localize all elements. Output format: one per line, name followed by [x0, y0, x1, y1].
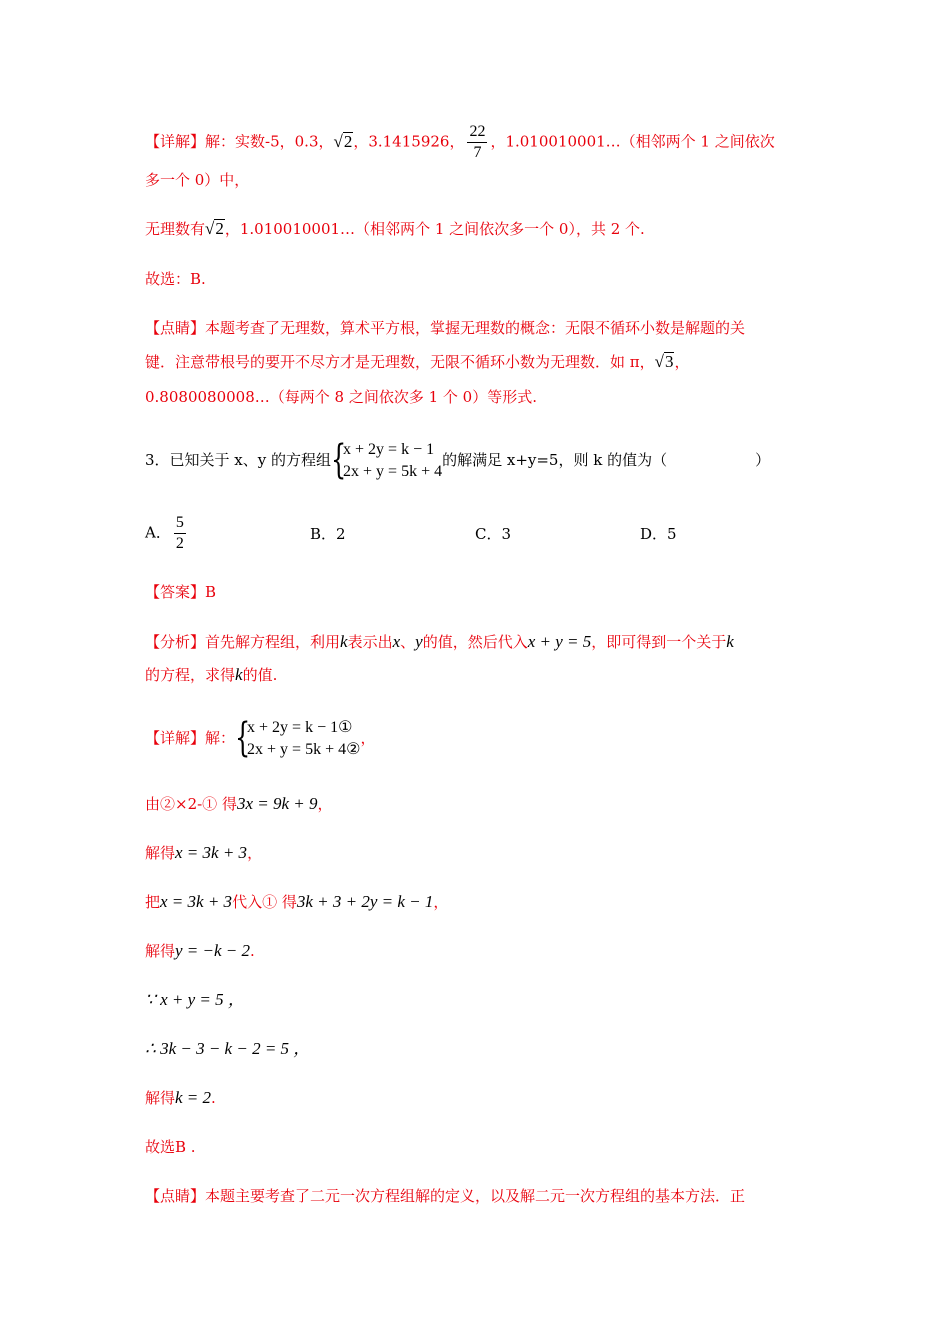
- step-1: [145, 792, 333, 816]
- comment-line-1: 【点睛】本题考查了无理数，算术平方根，掌握无理数的概念：无限不循环小数是解题的关: [145, 319, 746, 337]
- system-row-1: x + 2y = k − 1: [343, 441, 435, 458]
- detail-tag: 【详解】: [145, 729, 206, 747]
- text: ，: [674, 353, 690, 371]
- fraction-22-7: [467, 123, 487, 162]
- text: 由②×2-① 得: [145, 795, 237, 813]
- system-row-1: x + 2y = k − 1①: [247, 719, 353, 736]
- sqrt-2: √2: [205, 219, 224, 238]
- radicand: 3: [664, 352, 674, 371]
- text: 解得: [145, 1089, 176, 1107]
- text: .: [211, 1089, 216, 1107]
- text: 把: [145, 893, 161, 911]
- text: 解得: [145, 942, 176, 960]
- step-5: ∵ x + y = 5 ，: [145, 990, 245, 1009]
- math: x + y = 5: [527, 632, 592, 651]
- math: k: [726, 632, 734, 651]
- sqrt-3: √3: [654, 352, 674, 371]
- question-3: [145, 436, 770, 484]
- denominator: 7: [473, 144, 482, 161]
- solution-header: [145, 714, 375, 762]
- step-3: [145, 890, 448, 914]
- brace-icon: {: [235, 715, 251, 761]
- question-text: ）: [755, 451, 771, 469]
- analysis-line-1: [145, 630, 734, 654]
- option-label: A．: [145, 523, 171, 542]
- math: y: [415, 632, 423, 651]
- text: ，: [317, 795, 333, 813]
- choice-line: 故选：B.: [145, 270, 206, 288]
- brace-icon: {: [331, 437, 347, 483]
- text: 解得: [145, 844, 176, 862]
- step-4: [145, 939, 255, 963]
- option-c: C．3: [475, 525, 512, 543]
- numerator: 22: [467, 123, 487, 143]
- fraction-5-2: [174, 514, 186, 553]
- text: ，3.1415926，: [353, 132, 465, 151]
- text: 代入① 得: [232, 893, 297, 911]
- step-7: [145, 1086, 216, 1110]
- text: ，: [247, 844, 263, 862]
- text: 解：实数-5，0.3，: [205, 132, 334, 151]
- math: x = 3k + 3: [160, 892, 233, 911]
- denominator: 2: [175, 535, 184, 552]
- step-2: [145, 841, 262, 865]
- option-d: D．5: [640, 525, 677, 543]
- math: k: [340, 632, 348, 651]
- equation-system: [235, 717, 360, 761]
- math: k = 2: [175, 1088, 212, 1107]
- step-6: ∴ 3k − 3 − k − 2 = 5 ，: [145, 1039, 311, 1058]
- text: 的值，然后代入: [422, 633, 528, 651]
- sqrt-2: √2: [333, 131, 353, 151]
- equation-system: [331, 439, 442, 483]
- text: 无理数有: [145, 220, 206, 238]
- option-b: B．2: [310, 525, 346, 543]
- text: 【分析】首先解方程组，利用: [145, 633, 341, 651]
- radicand: 2: [343, 131, 353, 151]
- radicand: 2: [215, 219, 224, 238]
- math: x: [392, 632, 401, 651]
- numerator: 5: [174, 514, 186, 534]
- detail-line-1: [145, 123, 775, 162]
- text: ，1.010010001…（相邻两个 1 之间依次: [490, 132, 775, 151]
- math: k: [235, 665, 243, 684]
- math: x = 3k + 3: [175, 843, 248, 862]
- comment-line-3: 0.8080080008…（每两个 8 之间依次多 1 个 0）等形式.: [145, 388, 537, 406]
- text: ，: [360, 729, 376, 747]
- system-row-2: 2x + y = 5k + 4②: [247, 741, 361, 758]
- text: ，1.010010001…（相邻两个 1 之间依次多一个 0），共 2 个.: [224, 220, 645, 238]
- detail-line-2: 多一个 0）中，: [145, 171, 250, 189]
- comment-line-2: [145, 350, 690, 374]
- answer-line: 【答案】B: [145, 583, 217, 601]
- analysis-line-2: [145, 663, 277, 687]
- final-choice: 故选B .: [145, 1138, 196, 1156]
- question-text: 3．已知关于 x、y 的方程组: [145, 451, 332, 469]
- text: 的值.: [242, 666, 278, 684]
- detail-tag: 【详解】: [145, 132, 206, 151]
- option-a: [145, 514, 189, 553]
- text: 、: [400, 633, 416, 651]
- question-text: 的解满足 x+y=5，则 k 的值为（: [442, 451, 668, 469]
- text: .: [250, 942, 255, 960]
- comment-final: 【点睛】本题主要考查了二元一次方程组解的定义，以及解二元一次方程组的基本方法．正: [145, 1187, 746, 1205]
- irrational-line: [145, 217, 645, 241]
- math: 3x = 9k + 9: [236, 794, 318, 813]
- text: 解：: [205, 729, 236, 747]
- text: 的方程，求得: [145, 666, 236, 684]
- math: 3k + 3 + 2y = k − 1: [296, 892, 434, 911]
- text: ，即可得到一个关于: [591, 633, 727, 651]
- text: 键．注意带根号的要开不尽方才是无理数，无限不循环小数为无理数．如 π，: [145, 353, 655, 371]
- text: ，: [433, 893, 449, 911]
- text: 表示出: [347, 633, 393, 651]
- system-row-2: 2x + y = 5k + 4: [343, 463, 443, 480]
- math: y = −k − 2: [175, 941, 251, 960]
